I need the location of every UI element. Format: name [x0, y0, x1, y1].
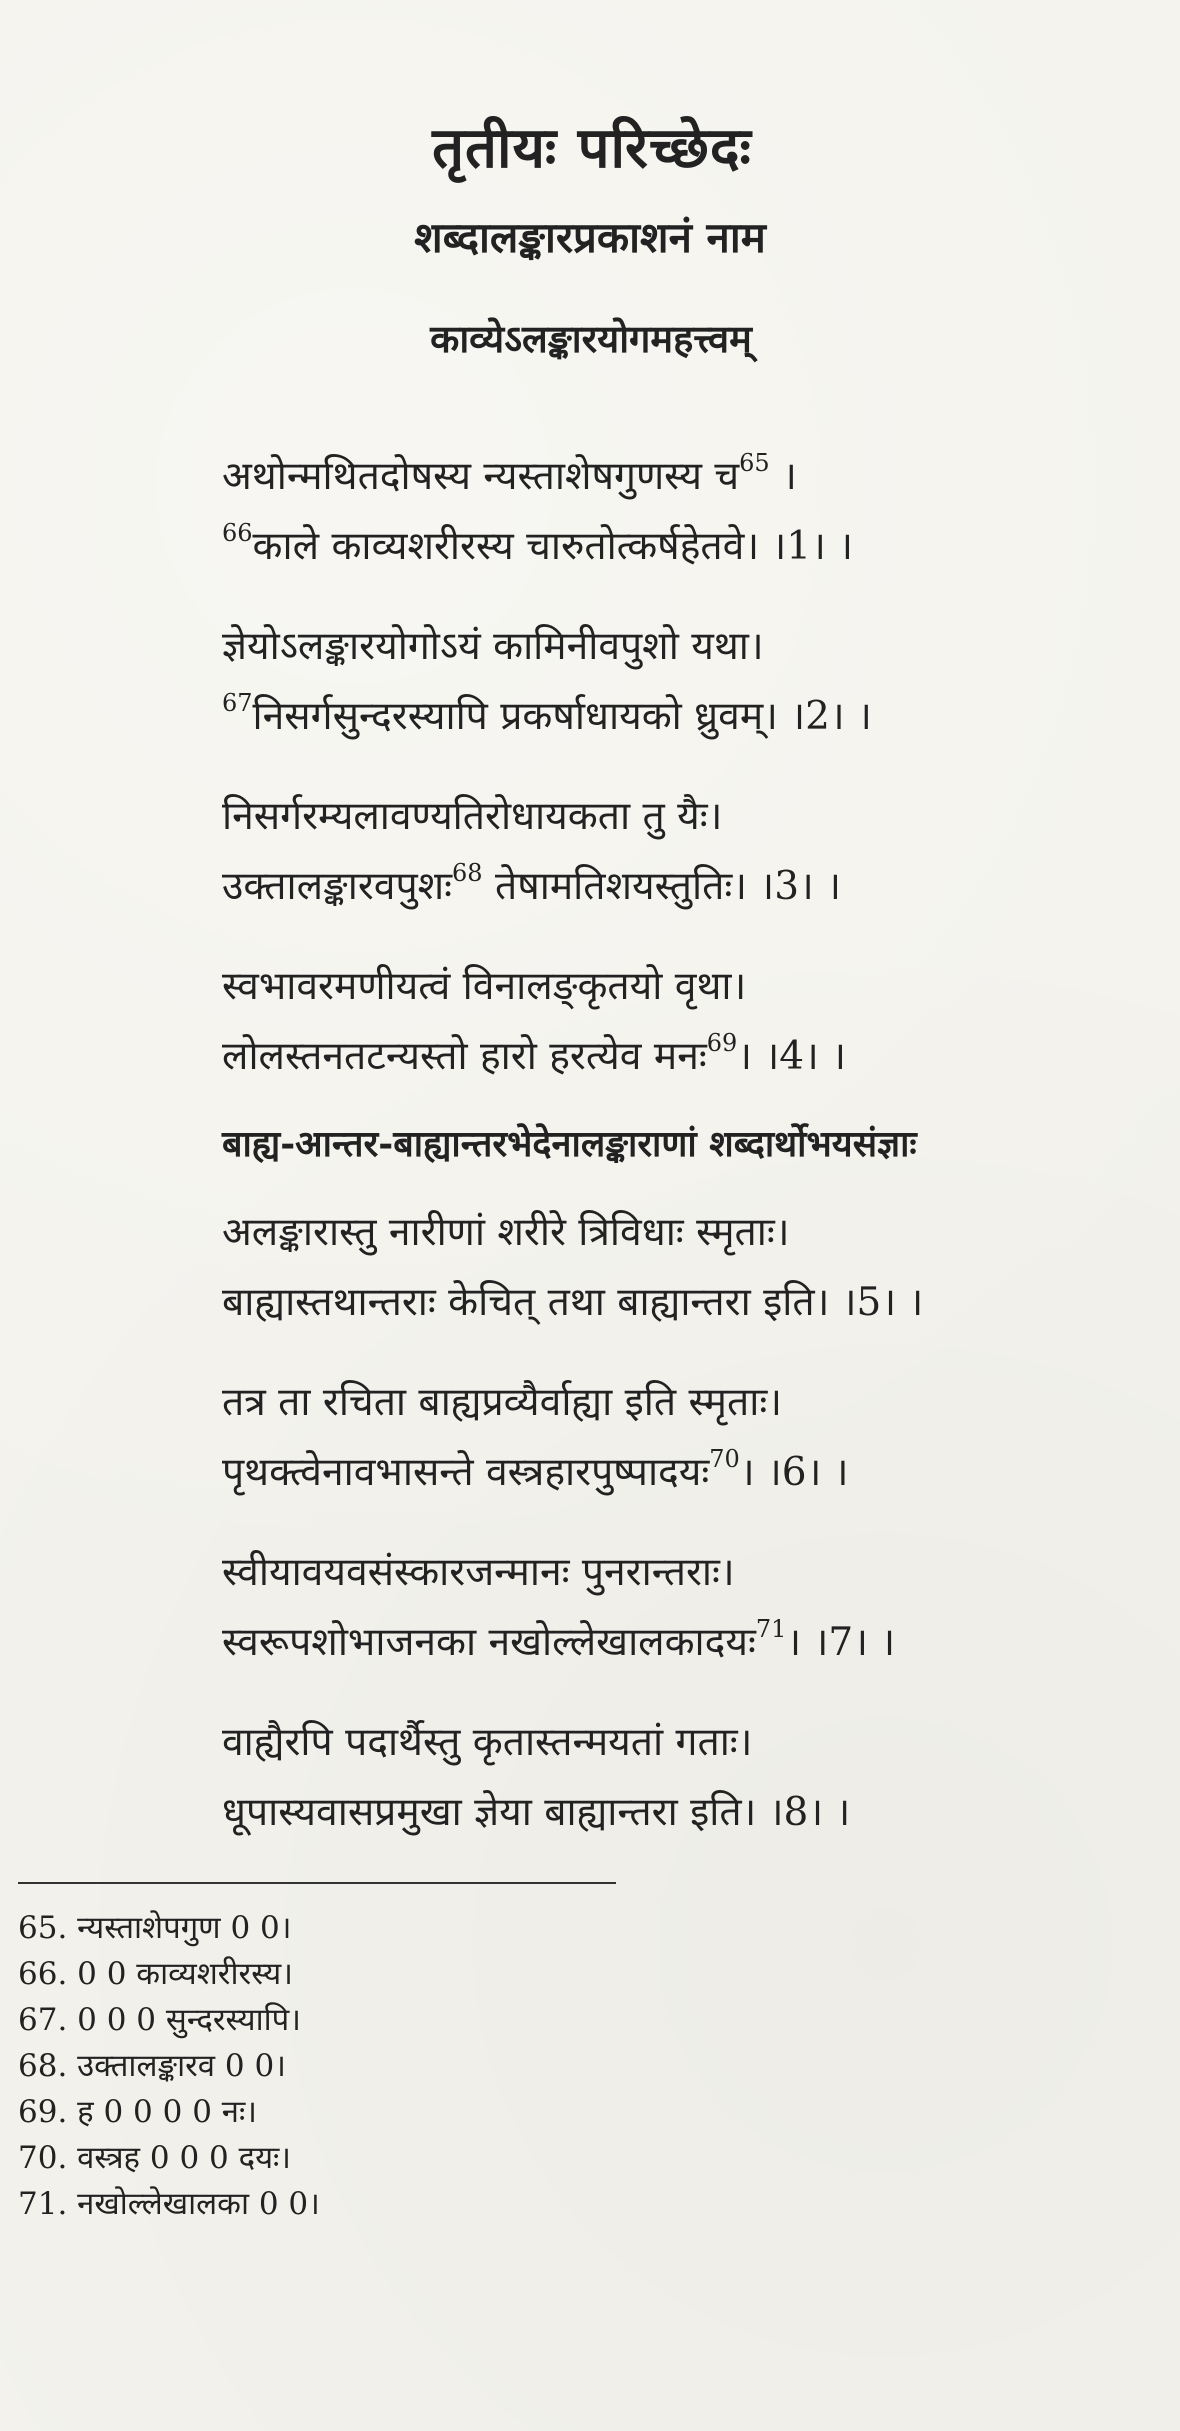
verse-text: तत्र ता रचिता बाह्यप्रव्यैर्वाह्या इति स्मृताः।: [222, 1380, 782, 1425]
verse-line: [222, 682, 1162, 752]
verse-line: [222, 612, 1162, 682]
verse-5: [222, 1198, 1162, 1338]
verse-line: [222, 852, 1162, 922]
footnote-ref: 66: [222, 519, 253, 547]
verse-line: [222, 1022, 1162, 1092]
verse-text: उक्तालङ्कारवपुशः: [222, 864, 453, 909]
verse-6: [222, 1368, 1162, 1508]
verse-line: [222, 1268, 1162, 1338]
verse-text: अलङ्कारास्तु नारीणां शरीरे त्रिविधाः स्मृताः।: [222, 1210, 790, 1255]
verse-text: । ।4। ।: [737, 1034, 846, 1079]
verse-text: तेषामतिशयस्तुतिः। ।3। ।: [482, 864, 841, 909]
verse-text: । ।7। ।: [786, 1620, 896, 1665]
verse-text: स्वरूपशोभाजनका नखोल्लेखालकादयः: [222, 1620, 756, 1665]
verse-text: ।: [769, 454, 797, 499]
verse-text: वाह्यैरपि पदार्थैस्तु कृतास्तन्मयतां गताः।: [222, 1720, 753, 1765]
verse-line: [222, 1368, 1162, 1438]
footnote-ref: 65: [739, 449, 770, 477]
chapter-title: तृतीयः परिच्छेदः: [432, 115, 752, 181]
verse-text: ज्ञेयोऽलङ्कारयोगोऽयं कामिनीवपुशो यथा।: [222, 624, 764, 669]
footnote-divider: [18, 1882, 616, 1884]
verse-text: काले काव्यशरीरस्य चारुतोत्कर्षहेतवे। ।1। ।: [252, 524, 854, 569]
verse-text: अथोन्मथितदोषस्य न्यस्ताशेषगुणस्य च: [222, 454, 740, 499]
verse-text: । ।6। ।: [739, 1450, 849, 1495]
verse-4: [222, 952, 1162, 1092]
verse-block-1: [222, 442, 1162, 1122]
verse-text: लोलस्तनतटन्यस्तो हारो हरत्येव मनः: [222, 1034, 707, 1079]
footnote-item: 66. 0 0 काव्यशरीरस्य।: [18, 1956, 293, 1992]
verse-line: [222, 512, 1162, 582]
verse-line: [222, 1608, 1162, 1678]
verse-text: निसर्गरम्यलावण्यतिरोधायकता तु यैः।: [222, 794, 723, 839]
verse-text: पृथक्त्वेनावभासन्ते वस्त्रहारपुष्पादयः: [222, 1450, 710, 1495]
verse-line: [222, 1538, 1162, 1608]
footnote-item: 65. न्यस्ताशेपगुण 0 0।: [18, 1910, 292, 1946]
footnote-ref: 69: [706, 1029, 738, 1057]
verse-text: स्वीयावयवसंस्कारजन्मानः पुनरान्तराः।: [222, 1550, 735, 1595]
verse-line: [222, 1438, 1162, 1508]
chapter-subtitle: शब्दालङ्कारप्रकाशनं नाम: [414, 213, 766, 262]
footnote-ref: 71: [755, 1615, 787, 1643]
verse-8: [222, 1708, 1162, 1848]
verse-line: [222, 1778, 1162, 1848]
footnote-item: 67. 0 0 0 सुन्दरस्यापि।: [18, 2002, 302, 2038]
verse-block-2: [222, 1198, 1162, 1878]
footnote-ref: 68: [452, 859, 483, 887]
verse-text: स्वभावरमणीयत्वं विनालङ्कृतयो वृथा।: [222, 964, 747, 1009]
footnote-item: 71. नखोल्लेखालका 0 0।: [18, 2186, 320, 2222]
verse-text: धूपास्यवासप्रमुखा ज्ञेया बाह्यान्तरा इति। ।8। ।: [222, 1790, 851, 1835]
verse-line: [222, 782, 1162, 852]
section-heading-2: बाह्य-आन्तर-बाह्यान्तरभेदेनालङ्काराणां शब्दार्थोभयसंज्ञाः: [222, 1123, 917, 1165]
verse-line: [222, 1708, 1162, 1778]
section-heading-1: काव्येऽलङ्कारयोगमहत्त्वम्: [430, 316, 752, 361]
verse-1: [222, 442, 1162, 582]
footnote-item: 69. ह 0 0 0 0 नः।: [18, 2094, 257, 2130]
verse-3: [222, 782, 1162, 922]
verse-2: [222, 612, 1162, 752]
verse-7: [222, 1538, 1162, 1678]
verse-text: निसर्गसुन्दरस्यापि प्रकर्षाधायको ध्रुवम्। ।2। ।: [252, 694, 872, 739]
verse-line: [222, 1198, 1162, 1268]
footnote-item: 68. उक्तालङ्कारव 0 0।: [18, 2048, 286, 2084]
footnote-ref: 70: [709, 1445, 740, 1473]
footnote-ref: 67: [222, 689, 253, 717]
footnotes: [18, 1905, 818, 2227]
verse-line: [222, 952, 1162, 1022]
verse-line: [222, 442, 1162, 512]
verse-text: बाह्यास्तथान्तराः केचित् तथा बाह्यान्तरा इति। ।5। ।: [222, 1280, 924, 1325]
footnote-item: 70. वस्त्रह 0 0 0 दयः।: [18, 2140, 292, 2176]
